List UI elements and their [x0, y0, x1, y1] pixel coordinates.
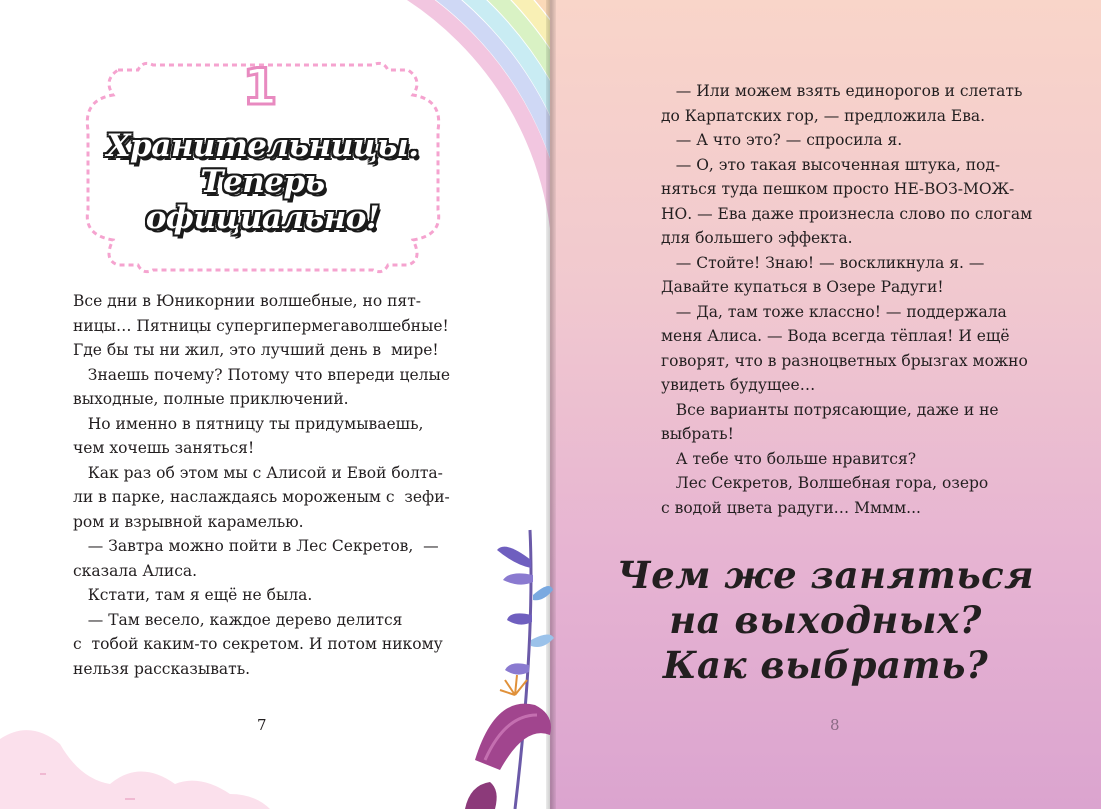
text-line: увидеть будущее… — [661, 376, 816, 394]
chapter-title-line: Теперь — [200, 164, 325, 200]
text-line: няться туда пешком просто НЕ-ВОЗ-МОЖ- — [661, 180, 1015, 198]
chapter-title-line: Хранительницы. — [106, 128, 419, 164]
text-line: ли в парке, наслаждаясь мороженым с зефи- — [73, 488, 450, 506]
text-line: — Там весело, каждое дерево делится — [73, 610, 403, 629]
text-line: Давайте купаться в Озере Радуги! — [661, 278, 944, 296]
text-line: меня Алиса. — Вода всегда тёплая! И ещё — [661, 327, 1010, 345]
page-number-right: 8 — [830, 716, 840, 734]
text-line: для большего эффекта. — [661, 229, 853, 247]
text-line: Все варианты потрясающие, даже и не — [661, 400, 999, 419]
left-body-text — [73, 289, 453, 681]
right-page — [550, 0, 1101, 809]
text-line: нельзя рассказывать. — [73, 659, 251, 678]
chapter-title-line: официально! — [145, 200, 380, 236]
text-line: выбрать! — [661, 425, 734, 443]
big-question-heading — [550, 553, 1101, 688]
text-line: — Да, там тоже классно! — поддержала — [661, 302, 1007, 321]
text-line: Где бы ты ни жил, это лучший день в мире! — [73, 341, 439, 359]
text-line: ницы… Пятницы супергипермегаволшебные! — [73, 316, 449, 335]
flower-decoration — [455, 520, 555, 809]
text-line: Все дни в Юникорнии волшебные, но пят- — [73, 292, 422, 310]
text-line: выходные, полные приключений. — [73, 390, 349, 408]
text-line: с тобой каким-то секретом. И потом никому — [73, 635, 443, 653]
page-number-left: 7 — [257, 716, 267, 734]
text-line: Кстати, там я ещё не была. — [73, 586, 313, 604]
chapter-title — [80, 128, 445, 236]
text-line: — Завтра можно пойти в Лес Секретов, — — [73, 537, 439, 555]
text-line: говорят, что в разноцветных брызгах можно — [661, 351, 1028, 370]
text-line: Но именно в пятницу ты придумываешь, — [73, 414, 424, 433]
text-line: А тебе что больше нравится? — [661, 449, 917, 468]
pink-cloud-decoration — [0, 699, 300, 809]
text-line: Лес Секретов, Волшебная гора, озеро — [661, 474, 989, 492]
text-line: НО. — Ева даже произнесла слово по слогам — [661, 204, 1033, 223]
question-line: Как выбрать? — [662, 643, 989, 687]
text-line: сказала Алиса. — [73, 561, 198, 580]
text-line: чем хочешь заняться! — [73, 439, 255, 457]
text-line: Знаешь почему? Потому что впереди целые — [73, 365, 451, 384]
right-body-text — [661, 79, 1051, 520]
text-line: — О, это такая высоченная штука, под- — [661, 155, 1001, 174]
text-line: Как раз об этом мы с Алисой и Евой болта- — [73, 463, 443, 482]
text-line: — Или можем взять единорогов и слетать — [661, 82, 1023, 100]
text-line: ром и взрывной карамелью. — [73, 512, 304, 531]
question-line: на выходных? — [669, 598, 982, 642]
text-line: — А что это? — спросила я. — [661, 131, 903, 149]
text-line: с водой цвета радуги… Мммм... — [661, 498, 921, 517]
question-line: Чем же заняться — [616, 553, 1035, 597]
text-line: — Стойте! Знаю! — воскликнула я. — — [661, 253, 985, 272]
chapter-number: 1 — [242, 58, 278, 116]
text-line: до Карпатских гор, — предложила Ева. — [661, 106, 986, 125]
